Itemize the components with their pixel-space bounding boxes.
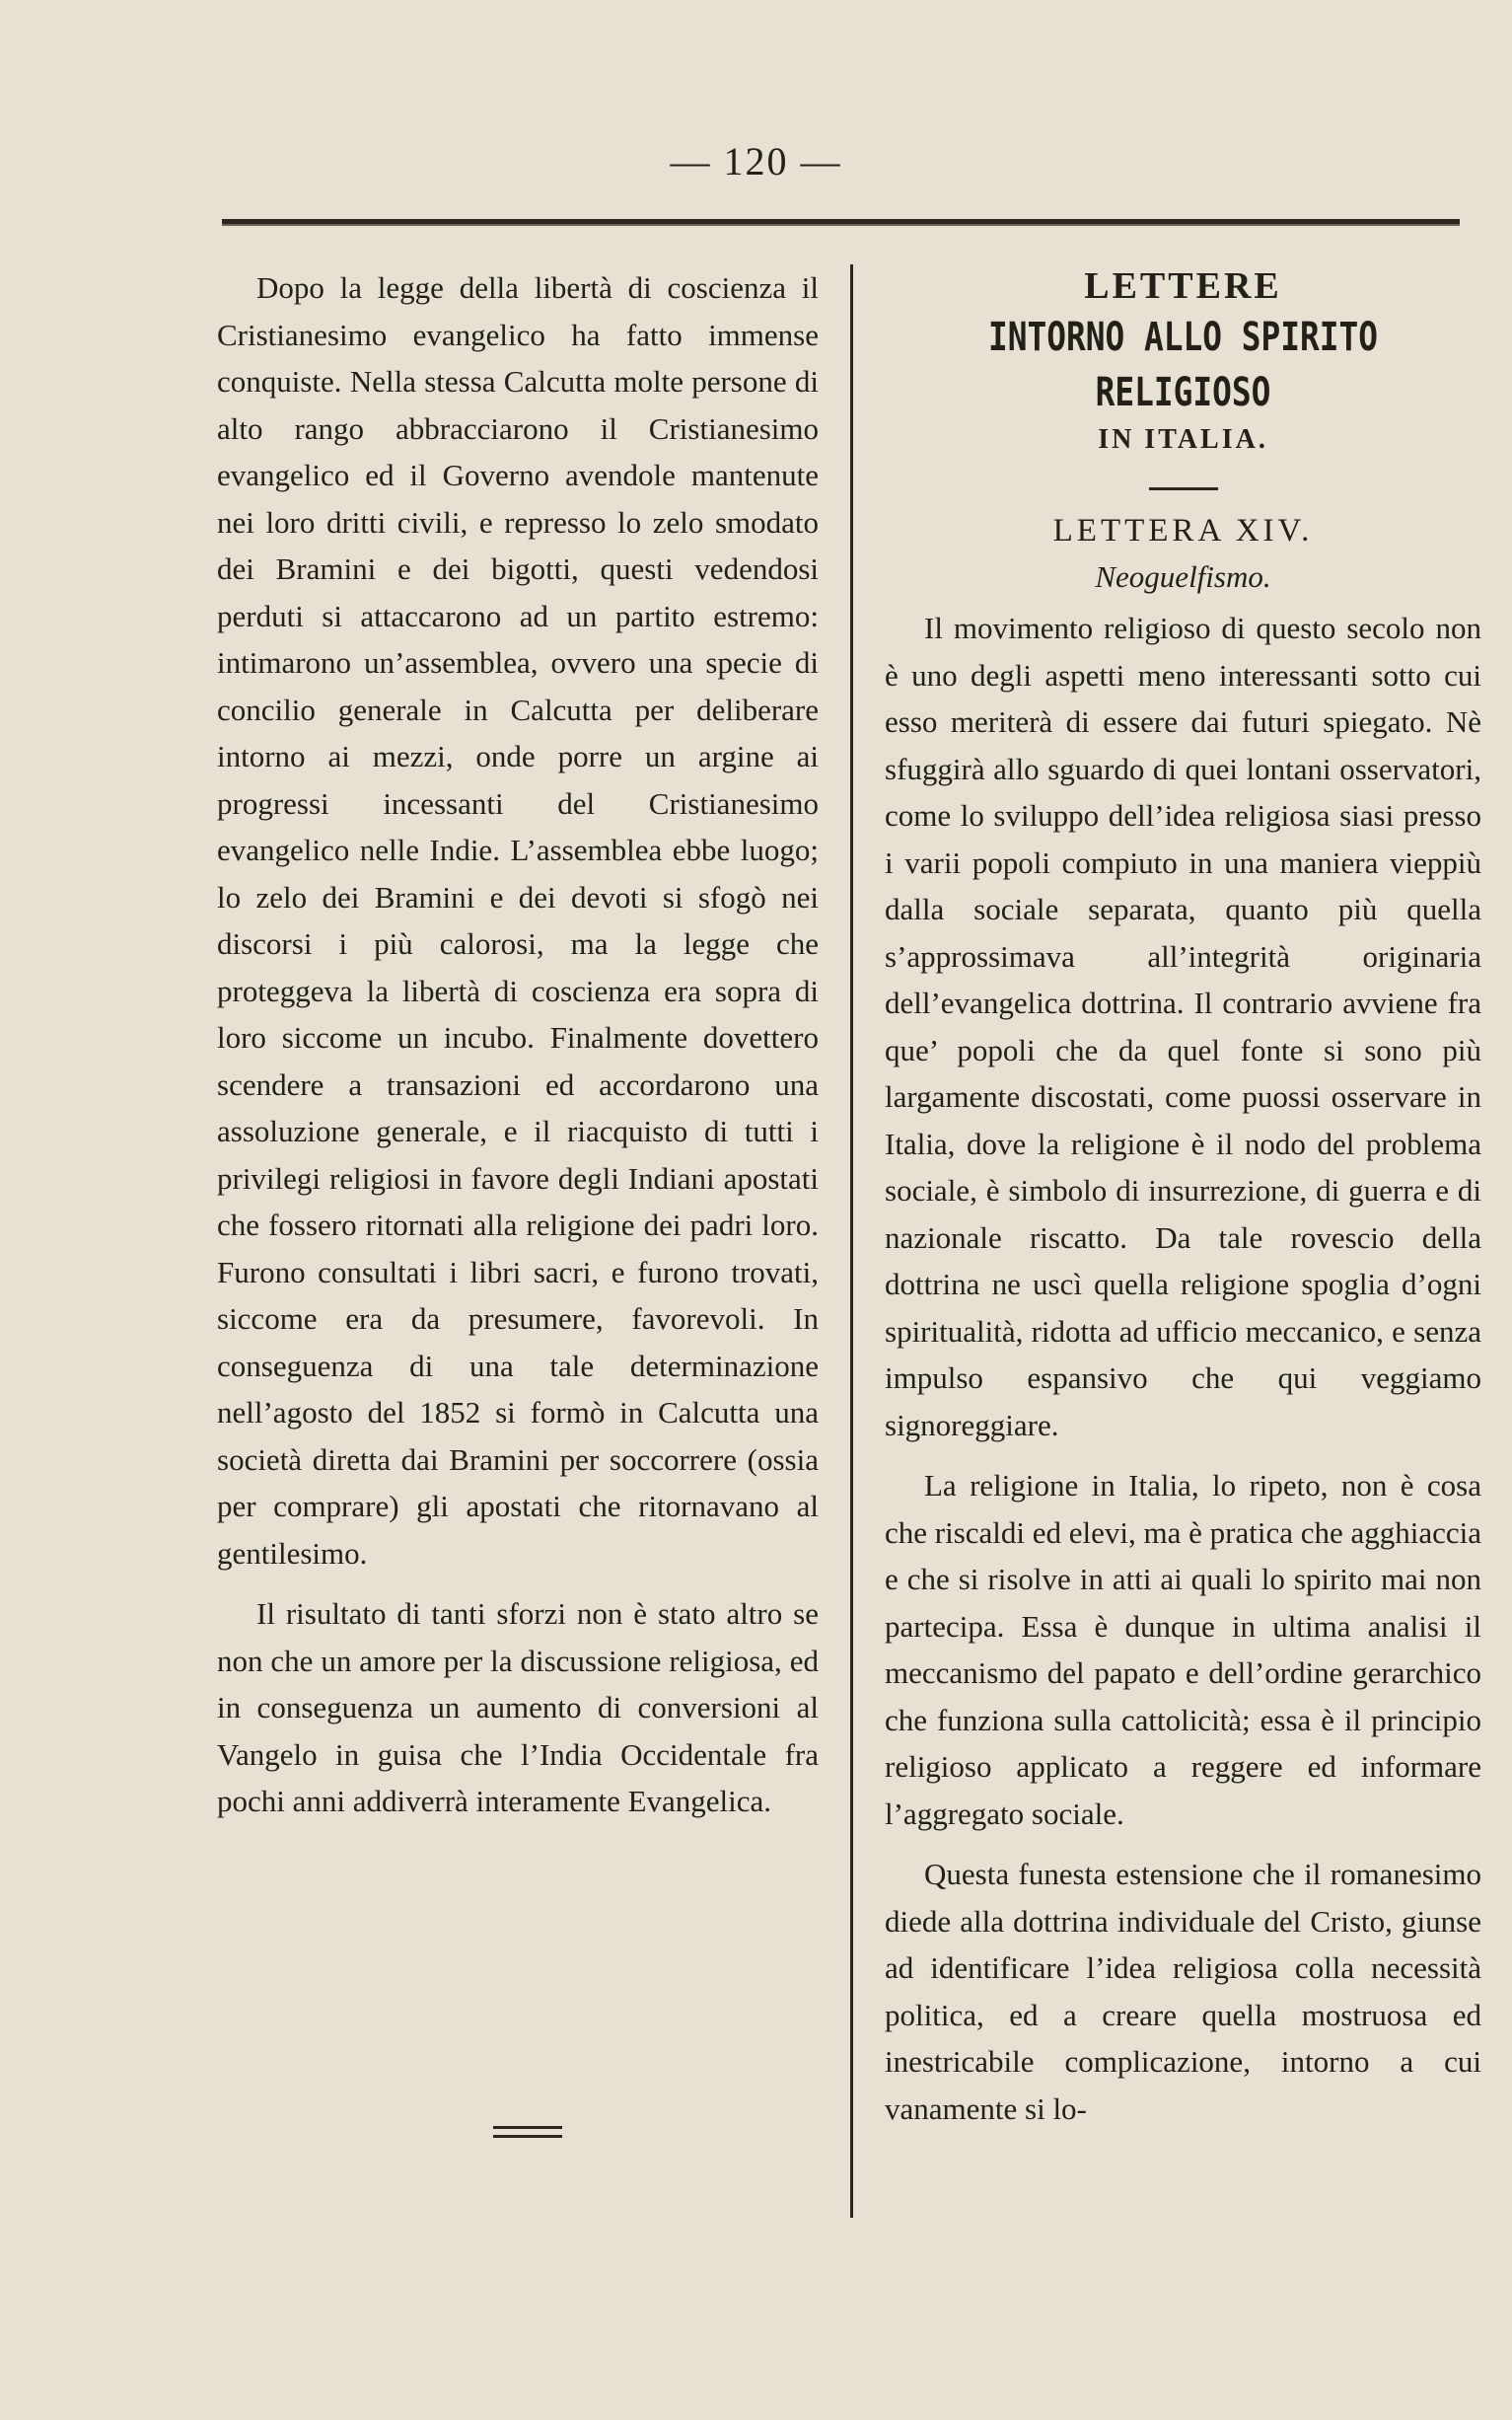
heading-spirito-religioso: INTORNO ALLO SPIRITO RELIGIOSO: [988, 315, 1378, 415]
page-number: — 120 —: [670, 139, 842, 183]
right-paragraph: Il movimento religioso di questo secolo non è uno degli aspetti meno interessanti sotto cui esso meriterà di essere dai futuri spiegato. Nè sfuggirà allo sguardo di quei lontani osservatori, come lo sviluppo dell’idea religiosa siasi presso i varii popoli compiuto in una maniera vieppiù dalla sociale separata, quanto più quella s’approssimava all’integrità originaria dell’evangelica dottrina. Il contrario avviene fra que’ popoli che da quel fonte si sono più largamente discostati, come puossi osservare in Italia, dove la religione è il nodo del problema sociale, è simbolo di insurrezione, di guerra e di nazionale riscatto. Da tale rovescio della dottrina ne uscì quella religione spoglia d’ogni spiritualità, ridotta ad ufficio meccanico, e senza impulso espansivo che qui veggiamo signoreggiare.: [885, 611, 1481, 1442]
heading-short-rule: [1149, 487, 1218, 490]
left-paragraph: Dopo la legge della libertà di coscienza il Cristianesimo evangelico ha fatto immense conquiste. Nella stessa Calcutta molte persone di alto rango abbracciarono il Cristianesimo evangelico ed il Governo avendole mantenute nei loro dritti civili, e represso lo zelo smodato dei Bramini e dei bigotti, questi vedendosi perduti si attaccarono ad un partito estremo: intimarono un’assemblea, ovvero una specie di concilio generale in Calcutta per deliberare intorno ai mezzi, onde porre un argine ai progressi incessanti del Cristianesimo evangelico nelle Indie. L’assemblea ebbe luogo; lo zelo dei Bramini e dei devoti si sfogò nei discorsi i più calorosi, ma la legge che proteggeva la libertà di coscienza era sopra di loro siccome un incubo. Finalmente dovettero scendere a transazioni ed accordarono una assoluzione generale, e il riacquisto di tutti i privilegi religiosi in favore degli Indiani apostati che fossero ritornati alla religione dei padri loro. Furono consultati i libri sacri, e furono trovati, siccome era da presumere, favorevoli. In conseguenza di una tale determinazione nell’agosto del 1852 si formò in Calcutta una società diretta dai Bramini per soccorrere (ossia per comprare) gli apostati che ritornavano al gentilesimo.: [217, 270, 819, 1571]
top-rule: [222, 219, 1460, 226]
right-paragraph: Questa funesta estensione che il romanesimo diede alla dottrina individuale del Cristo, giunse ad identificare l’idea religiosa colla necessità politica, ed a creare quella mostruosa ed inestricabile complicazione, intorno a cui vanamente si lo-: [885, 1857, 1481, 2126]
left-column: [217, 264, 819, 1825]
right-column: [885, 264, 1481, 2132]
heading-in-italia: IN ITALIA.: [1098, 424, 1268, 455]
letter-subtitle: Neoguelfismo.: [1095, 559, 1271, 594]
right-paragraph: La religione in Italia, lo ripeto, non è cosa che riscaldi ed elevi, ma è pratica che agghiaccia e che si risolve in atti ai quali lo spirito mai non partecipa. Essa è dunque in ultima analisi il meccanismo del papato e dell’ordine gerarchico che funziona sulla cattolicità; essa è il principio religioso applicato a reggere ed informare l’aggregato sociale.: [885, 1468, 1482, 1831]
column-divider: [850, 264, 853, 2218]
left-paragraph: Il risultato di tanti sforzi non è stato altro se non che un amore per la discussione religiosa, ed in conseguenza un aumento di conversioni al Vangelo in guisa che l’India Occidentale fra pochi anni addiverrà interamente Evangelica.: [217, 1596, 819, 1818]
letter-number: LETTERA XIV.: [1052, 513, 1314, 549]
end-mark: [493, 2126, 562, 2144]
heading-lettere: LETTERE: [1084, 265, 1282, 307]
